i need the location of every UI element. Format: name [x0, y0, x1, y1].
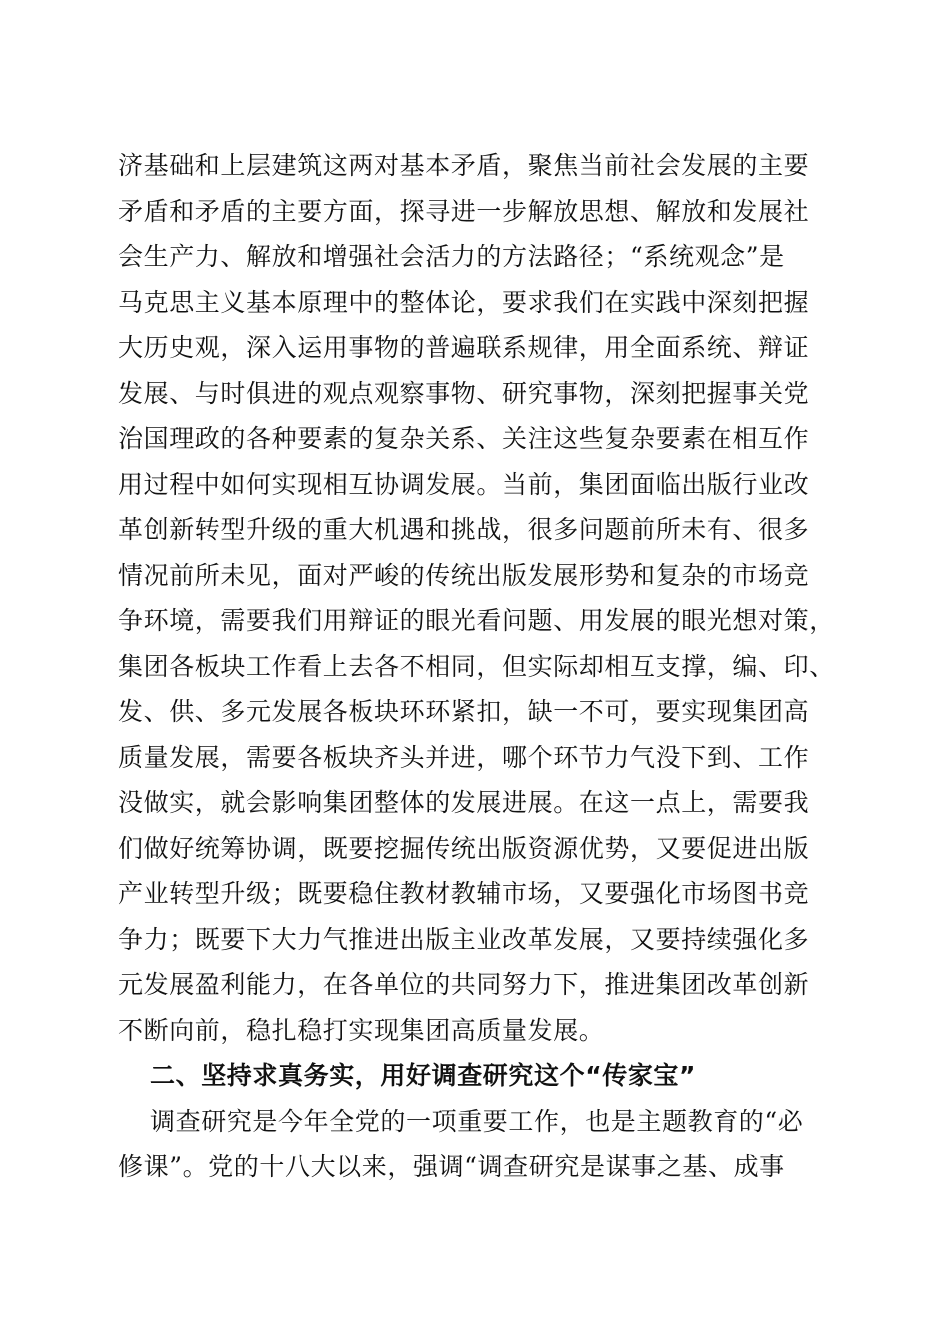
- paragraph-line: 产业转型升级；既要稳住教材教辅市场，又要强化市场图书竞: [118, 879, 810, 908]
- paragraph-line: 治国理政的各种要素的复杂关系、关注这些复杂要素在相互作: [118, 424, 810, 453]
- paragraph-line: 发展、与时俱进的观点观察事物、研究事物，深刻把握事关党: [118, 378, 810, 408]
- paragraph-line: 用过程中如何实现相互协调发展。当前，集团面临出版行业改: [118, 469, 810, 499]
- paragraph-line: 情况前所未见，面对严峻的传统出版发展形势和复杂的市场竞: [118, 560, 810, 590]
- body-text: [118, 143, 838, 1190]
- section-heading: 二、坚持求真务实，用好调查研究这个“传家宝”: [150, 1061, 697, 1090]
- paragraph-line: 济基础和上层建筑这两对基本矛盾，聚焦当前社会发展的主要: [118, 151, 810, 180]
- paragraph-line: 不断向前，稳扎稳打实现集团高质量发展。: [118, 1015, 605, 1045]
- paragraph-line: 争力；既要下大力气推进出版主业改革发展，又要持续强化多: [118, 924, 810, 954]
- paragraph-line: 马克思主义基本原理中的整体论，要求我们在实践中深刻把握: [118, 287, 810, 317]
- paragraph-line: 调查研究是今年全党的一项重要工作，也是主题教育的“必: [150, 1106, 804, 1136]
- paragraph-line: 们做好统筹协调，既要挖掘传统出版资源优势，又要促进出版: [118, 833, 810, 863]
- paragraph-line: 发、供、多元发展各板块环环紧扣，缺一不可，要实现集团高: [118, 697, 810, 726]
- paragraph-line: 会生产力、解放和增强社会活力的方法路径；“系统观念”是: [118, 242, 785, 271]
- paragraph-line: 修课”。党的十八大以来，强调“调查研究是谋事之基、成事: [118, 1152, 785, 1181]
- paragraph-line: 争环境，需要我们用辩证的眼光看问题、用发展的眼光想对策，: [118, 606, 835, 635]
- paragraph-line: 集团各板块工作看上去各不相同，但实际却相互支撑，编、印、: [118, 651, 835, 681]
- paragraph-line: 质量发展，需要各板块齐头并进，哪个环节力气没下到、工作: [118, 742, 810, 772]
- paragraph-line: 没做实，就会影响集团整体的发展进展。在这一点上，需要我: [118, 788, 810, 817]
- paragraph-line: 元发展盈利能力，在各单位的共同努力下，推进集团改革创新: [118, 970, 810, 999]
- paragraph-line: 矛盾和矛盾的主要方面，探寻进一步解放思想、解放和发展社: [118, 196, 810, 226]
- paragraph-line: 大历史观，深入运用事物的普遍联系规律，用全面系统、辩证: [118, 333, 810, 362]
- paragraph-line: 革创新转型升级的重大机遇和挑战，很多问题前所未有、很多: [118, 515, 810, 544]
